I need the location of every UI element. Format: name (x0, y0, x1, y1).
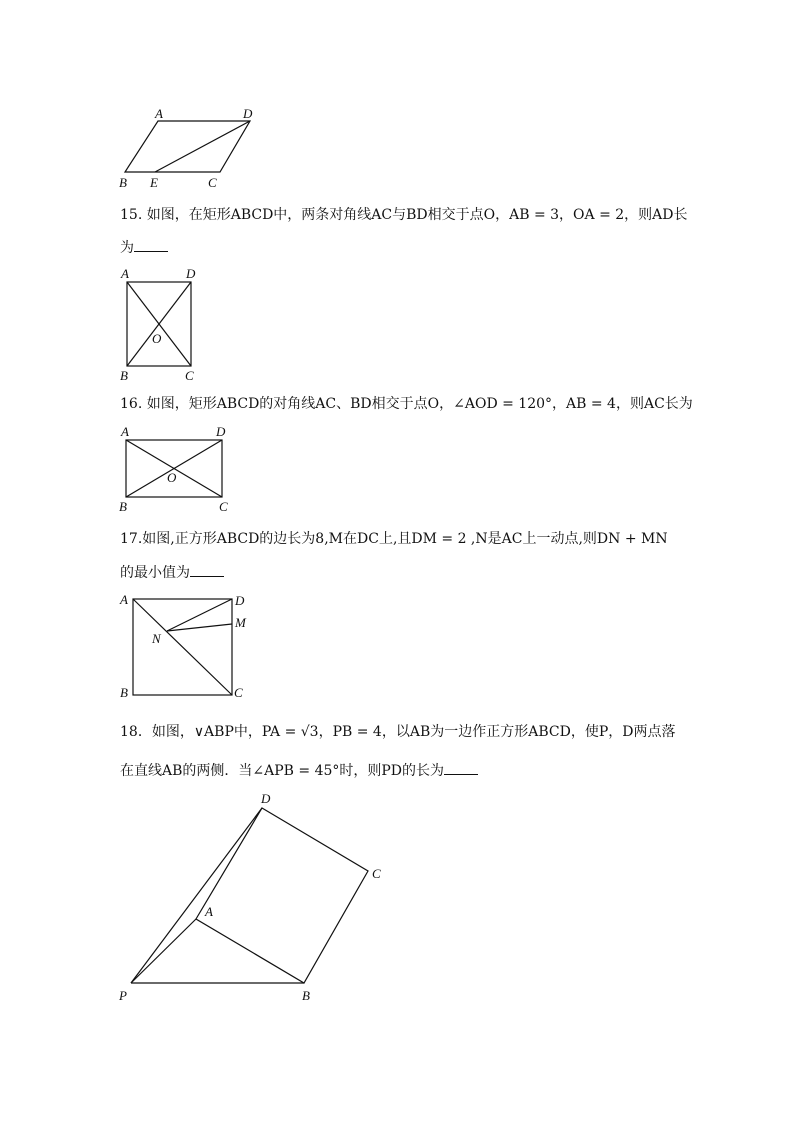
question-15-text: 为 (120, 240, 134, 256)
label-A: A (121, 266, 129, 281)
label-A: A (120, 592, 128, 607)
label-C: C (185, 368, 194, 383)
label-E: E (150, 175, 158, 190)
label-B: B (302, 988, 310, 1003)
label-B: B (119, 499, 127, 514)
label-C: C (234, 685, 243, 700)
label-D: D (235, 593, 245, 608)
label-O: O (152, 331, 162, 346)
label-D: D (216, 424, 226, 439)
question-17-line-1: 17.如图,正方形ABCD的边长为8,M在DC上,且DM = 2 ,N是AC上一动点,则DN + MN (120, 531, 668, 547)
label-M: M (235, 615, 246, 630)
question-16-line-1: 16. 如图，矩形ABCD的对角线AC、BD相交于点O，∠AOD = 120°，AB = 4，则AC长为 (120, 396, 693, 412)
label-P: P (119, 988, 127, 1003)
label-A: A (205, 904, 213, 919)
label-C: C (372, 866, 381, 881)
question-18-text: 在直线AB的两侧．当∠APB = 45°时，则PD的长为 (120, 763, 445, 779)
label-D: D (261, 791, 271, 806)
label-D: D (243, 106, 253, 121)
label-O: O (167, 470, 177, 485)
label-B: B (119, 175, 127, 190)
label-C: C (208, 175, 217, 190)
label-B: B (120, 685, 128, 700)
label-A: A (155, 106, 163, 121)
question-18-line-1: 18．如图，∨ABP中，PA = √3，PB = 4，以AB为一边作正方形ABCD，使P，D两点落 (120, 724, 676, 740)
label-B: B (120, 368, 128, 383)
label-A: A (121, 424, 129, 439)
question-15-line-1: 15. 如图，在矩形ABCD中，两条对角线AC与BD相交于点O，AB = 3，OA = 2，则AD长 (120, 207, 688, 223)
question-17-text: 的最小值为 (120, 565, 190, 581)
label-D: D (186, 266, 196, 281)
label-N: N (152, 631, 161, 646)
label-C: C (219, 499, 228, 514)
